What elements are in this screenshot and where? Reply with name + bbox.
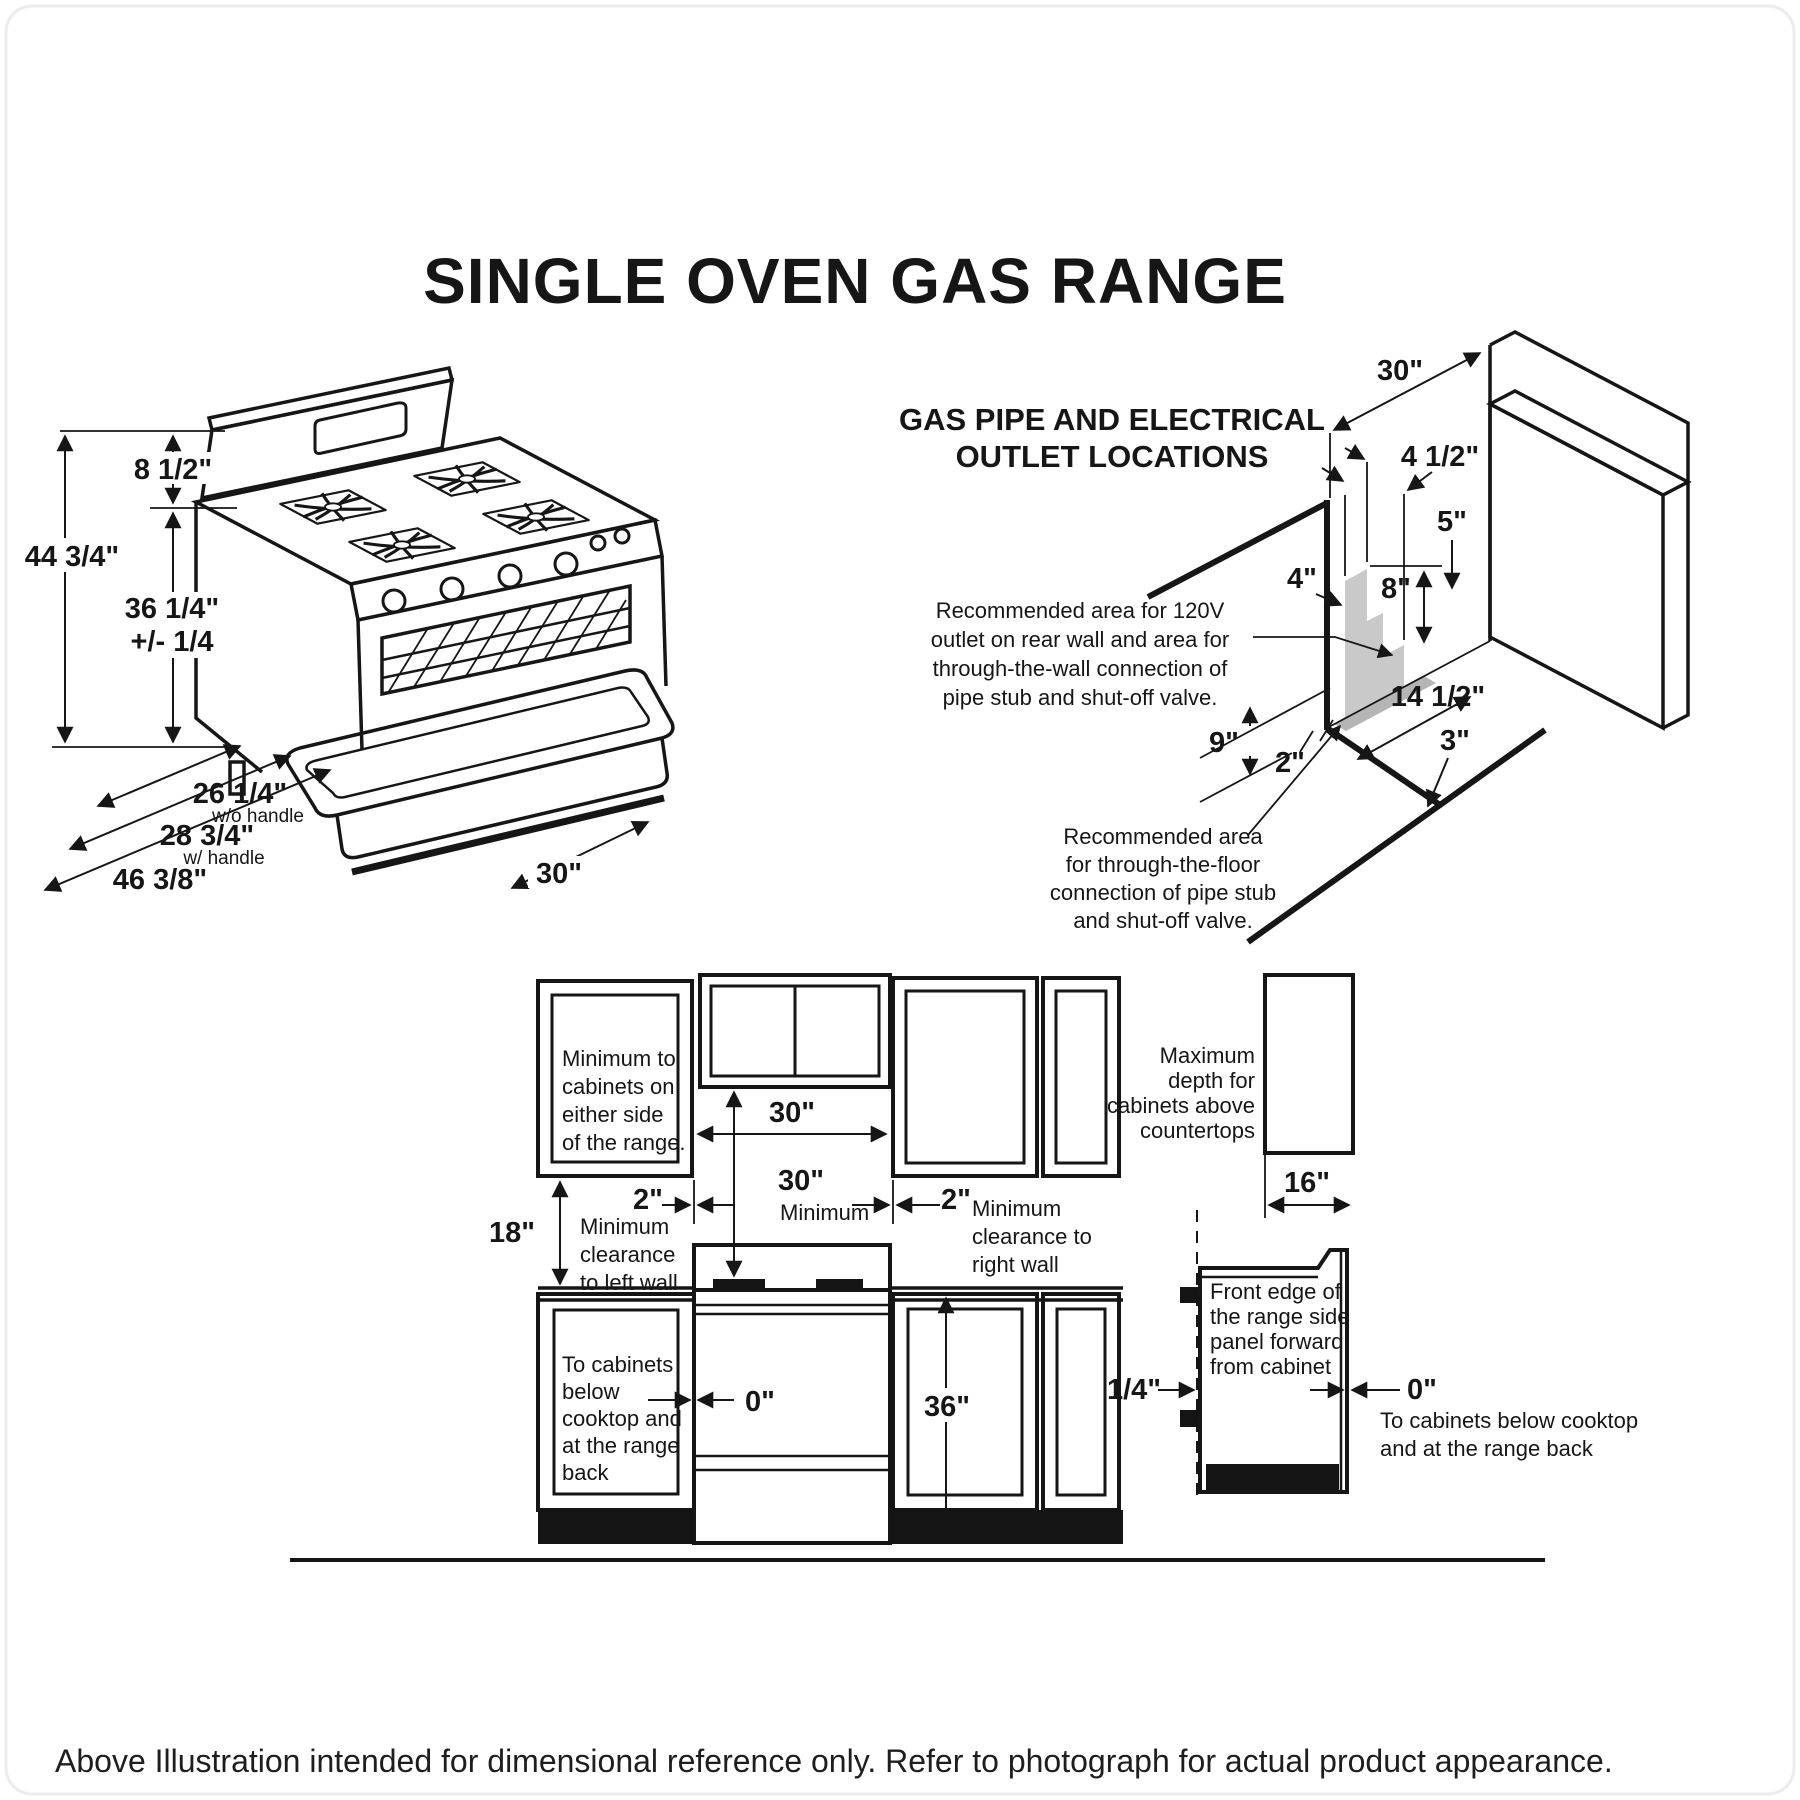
- front-view-diagram: [489, 975, 1123, 1544]
- dim-cooktop-height-tolerance: +/- 1/4: [130, 626, 214, 658]
- dim-backguard-height-label: 8 1/2": [133, 454, 213, 486]
- dim-2-label: 2": [1275, 747, 1305, 779]
- svg-text:pipe stub and shut-off valve.: pipe stub and shut-off valve.: [942, 685, 1218, 710]
- upper-cabinet-right-2: [1043, 978, 1119, 1176]
- dim-right-gap-label: 2": [941, 1184, 971, 1216]
- svg-text:To cabinets below cooktop: To cabinets below cooktop: [1380, 1408, 1639, 1433]
- indicator-light-icon: [615, 529, 629, 543]
- dim-depth-no-handle-label: 26 1/4": [192, 778, 288, 810]
- wall-outlet-note: [931, 598, 1392, 710]
- dim-upper-cab-height-label: 18": [488, 1217, 536, 1249]
- dim-4-label: 4": [1287, 563, 1317, 595]
- cooktop-surface: [196, 438, 655, 584]
- dim-depth-handle-note: w/ handle: [183, 848, 265, 869]
- svg-text:Maximum: Maximum: [1159, 1043, 1255, 1068]
- svg-text:To cabinets: To cabinets: [562, 1352, 674, 1377]
- dim-range-width-label: 30": [535, 858, 583, 890]
- dim-quarter-gap-label: 1/4": [1106, 1374, 1162, 1406]
- dim-5-label: 5": [1437, 506, 1467, 538]
- left-wall-base: [1327, 728, 1440, 805]
- below-cooktop-note: [562, 1352, 682, 1485]
- svg-text:through-the-wall connection of: through-the-wall connection of: [932, 656, 1228, 681]
- svg-text:Minimum to: Minimum to: [562, 1046, 676, 1071]
- oven-door-open: [287, 670, 673, 816]
- range-front-edges: [358, 556, 666, 750]
- svg-text:cabinets on: cabinets on: [562, 1074, 675, 1099]
- gas-diagram-heading-1: GAS PIPE AND ELECTRICAL: [899, 402, 1325, 437]
- svg-text:for through-the-floor: for through-the-floor: [1065, 852, 1261, 877]
- oven-door-handle: [352, 798, 664, 872]
- dim-wall-width-label: 30": [1376, 355, 1424, 387]
- toe-kick-right: [890, 1510, 1123, 1544]
- svg-text:right wall: right wall: [972, 1252, 1059, 1277]
- dim-overall-height-label: 44 3/4": [24, 541, 120, 573]
- svg-text:Front edge of: Front edge of: [1210, 1279, 1341, 1304]
- side-view-diagram: [1107, 975, 1638, 1495]
- dim-min-height-label: 30": [778, 1165, 825, 1197]
- dim-depth-no-handle-note: w/o handle: [212, 806, 304, 827]
- svg-text:at the range: at the range: [562, 1433, 680, 1458]
- svg-text:below: below: [562, 1379, 620, 1404]
- dim-3-label: 3": [1440, 725, 1470, 757]
- knob-icon: [499, 565, 521, 587]
- toe-kick-left: [538, 1510, 694, 1544]
- svg-text:from cabinet: from cabinet: [1210, 1354, 1332, 1379]
- footer-disclaimer: Above Illustration intended for dimensional reference only. Refer to photograph for actual product appearance.: [55, 1743, 1613, 1779]
- svg-text:and at the range back: and at the range back: [1380, 1436, 1593, 1461]
- dim-offset-right-label: 4 1/2": [1400, 441, 1480, 473]
- right-wall-clearance-note: [972, 1196, 1092, 1277]
- svg-text:and shut-off valve.: and shut-off valve.: [1073, 908, 1253, 933]
- svg-text:panel forward: panel forward: [1210, 1329, 1344, 1354]
- gas-stub: [1180, 1287, 1199, 1303]
- left-wall-clearance-note: [580, 1214, 678, 1295]
- dim-cooktop-height-label: 36 1/4": [124, 593, 220, 625]
- knob-icon: [383, 590, 405, 612]
- dim-max-cab-depth-label: 16": [1283, 1167, 1331, 1199]
- upper-cabinet-right: [893, 978, 1037, 1176]
- upper-cabinet-side: [1265, 975, 1353, 1153]
- max-depth-note: [1107, 1043, 1255, 1143]
- dim-min-height-word: Minimum: [780, 1200, 870, 1225]
- dim-cutout-width-label: 30": [768, 1097, 816, 1129]
- front-edge-note: [1210, 1279, 1349, 1379]
- page-title: SINGLE OVEN GAS RANGE: [423, 245, 1287, 317]
- dim-zero-gap-side-label: 0": [1407, 1374, 1437, 1406]
- knob-icon: [555, 553, 577, 575]
- svg-text:connection of pipe stub: connection of pipe stub: [1049, 880, 1277, 905]
- indicator-light-icon: [591, 536, 605, 550]
- backguard-display-window: [315, 403, 406, 454]
- range-front: [694, 1245, 890, 1543]
- svg-text:back: back: [562, 1460, 609, 1485]
- burner-bar: [816, 1279, 863, 1289]
- dim-depth-door-open-label: 46 3/8": [112, 864, 208, 896]
- dim-left-gap-label: 2": [633, 1184, 663, 1216]
- svg-text:the range side: the range side: [1210, 1304, 1350, 1329]
- side-clearance-note: [562, 1046, 686, 1155]
- svg-text:clearance: clearance: [580, 1242, 676, 1267]
- dim-depth-handle-label: 28 3/4": [159, 820, 255, 852]
- dim-counter-height-label: 36": [923, 1391, 971, 1423]
- dim-8-label: 8": [1381, 573, 1411, 605]
- backguard-top-slab: [209, 368, 452, 430]
- gas-stub: [1180, 1410, 1199, 1427]
- dim-zero-gap-label: 0": [745, 1386, 775, 1418]
- svg-text:of the range.: of the range.: [562, 1130, 686, 1155]
- backguard: [202, 380, 452, 498]
- burner-bar: [713, 1279, 765, 1289]
- svg-text:countertops: countertops: [1140, 1118, 1255, 1143]
- side-back-note: [1380, 1408, 1638, 1461]
- svg-text:depth for: depth for: [1168, 1068, 1255, 1093]
- svg-text:cabinets above: cabinets above: [1107, 1093, 1255, 1118]
- svg-text:Recommended area for 120V: Recommended area for 120V: [935, 598, 1225, 623]
- dim-floor-length-label: 14 1/2": [1390, 681, 1486, 713]
- svg-text:to left wall: to left wall: [580, 1270, 678, 1295]
- svg-text:clearance to: clearance to: [972, 1224, 1092, 1249]
- gas-outlet-diagram: [899, 332, 1688, 942]
- svg-text:Minimum: Minimum: [972, 1196, 1062, 1221]
- dim-9-label: 9": [1209, 727, 1239, 759]
- svg-text:either side: either side: [562, 1102, 664, 1127]
- gas-diagram-heading-2: OUTLET LOCATIONS: [955, 439, 1269, 474]
- svg-text:Recommended area: Recommended area: [1063, 824, 1263, 849]
- svg-text:cooktop and: cooktop and: [562, 1406, 682, 1431]
- toe-kick-side: [1206, 1464, 1339, 1490]
- svg-text:outlet on rear wall and area f: outlet on rear wall and area for: [930, 627, 1230, 652]
- adjacent-cabinet: [1490, 332, 1688, 728]
- svg-text:Minimum: Minimum: [580, 1214, 670, 1239]
- knob-icon: [441, 578, 463, 600]
